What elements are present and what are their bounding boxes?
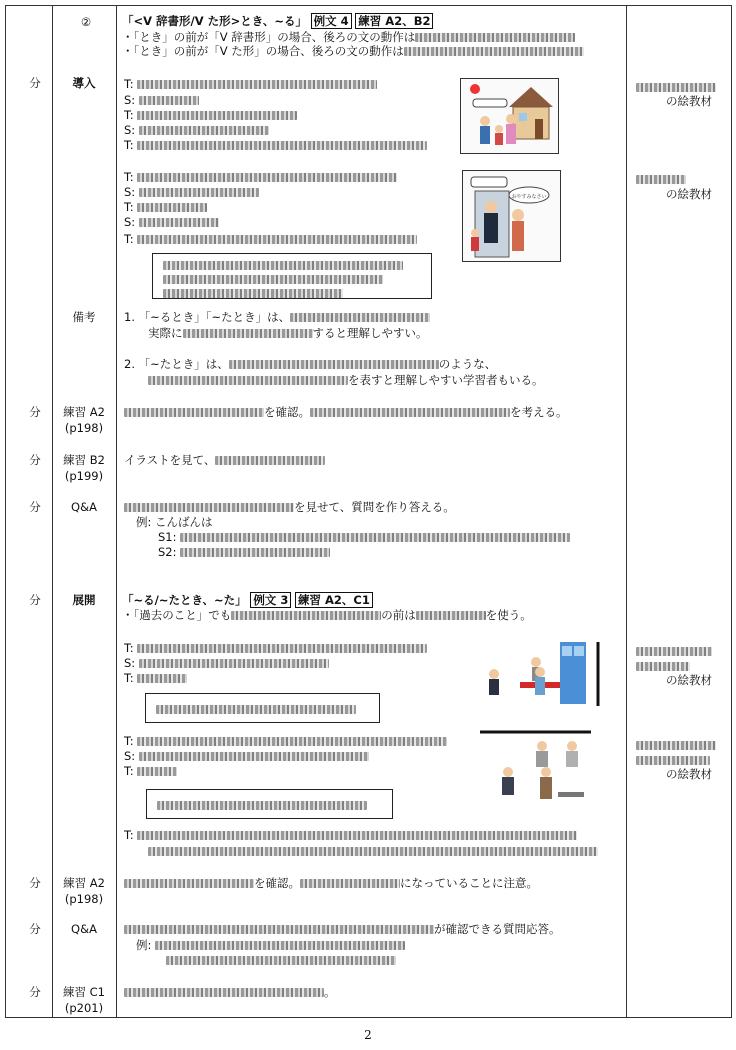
note-1c-text: すると理解しやすい。 <box>312 326 428 340</box>
dialogue-line <box>124 93 199 108</box>
speaker-label: T: <box>124 734 134 748</box>
material-label: の絵教材 <box>666 767 712 781</box>
b2-text: イラストを見て、 <box>124 453 216 467</box>
block2-line1a: ・「過去のこと」でも <box>122 608 232 622</box>
speaker-label: S: <box>124 185 136 199</box>
dialogue-line <box>124 170 397 185</box>
speaker-label: T: <box>124 108 134 122</box>
speaker-label: S: <box>124 93 136 107</box>
a2-mid-text: を確認。 <box>264 405 310 419</box>
speaker-label: S: <box>124 656 136 670</box>
note-1-cont <box>148 326 428 341</box>
speaker-label: T: <box>124 200 134 214</box>
sentence-box <box>146 789 393 819</box>
block2-title: 「~る/~たとき、~た」 <box>122 593 247 607</box>
qa2-ex-label: 例: <box>136 938 152 952</box>
time-cell: 分 <box>29 76 41 90</box>
c1-text: 。 <box>324 985 336 999</box>
dialogue-line <box>124 108 297 123</box>
dialogue-line <box>124 215 219 230</box>
time-cell: 分 <box>29 876 41 890</box>
row-label-qa2: Q&A <box>71 922 97 936</box>
block2-line1 <box>122 608 532 623</box>
block1-tag-example: 例文 4 <box>311 13 352 29</box>
page-number: 2 <box>364 1028 372 1042</box>
time-cell: 分 <box>29 985 41 999</box>
material-label: の絵教材 <box>666 187 712 201</box>
row-label-b2: 練習 B2 <box>63 453 105 467</box>
illustration-door <box>462 170 561 262</box>
qa2-main-text: が確認できる質問応答。 <box>434 922 561 936</box>
material-note <box>636 644 712 674</box>
dialogue-line <box>124 138 427 153</box>
speaker-label: T: <box>124 764 134 778</box>
dialogue-line <box>124 671 187 686</box>
block1-heading <box>122 14 433 29</box>
row-label-qa1: Q&A <box>71 500 97 514</box>
note-2-text: 2. 「~たとき」は、 <box>124 357 229 371</box>
dialogue-line <box>124 656 329 671</box>
a2b-end-text: になっていることに注意。 <box>400 876 538 890</box>
block2-line1c: を使う。 <box>485 608 532 622</box>
qa2-example-cont <box>166 953 396 968</box>
column-divider <box>52 6 53 1017</box>
block1-line2 <box>122 44 584 59</box>
time-cell: 分 <box>29 453 41 467</box>
dialogue-line <box>124 749 369 764</box>
c1-instruction <box>124 985 336 1000</box>
block2-heading <box>122 593 373 608</box>
row-page-c1: (p201) <box>64 1001 104 1015</box>
time-cell: 分 <box>29 593 41 607</box>
speaker-label: T: <box>124 77 134 91</box>
section-number: ② <box>80 15 92 29</box>
illustration-street <box>480 638 605 710</box>
note-2c-text: を表すと理解しやすい学習者もいる。 <box>348 373 544 387</box>
row-label-intro: 導入 <box>72 76 96 90</box>
dialogue-line <box>124 200 207 215</box>
block1-line1-text: ・「とき」の前が「V 辞書形」の場合、後ろの文の動作は <box>122 30 416 44</box>
note-2 <box>124 357 496 372</box>
block2-tag-example: 例文 3 <box>250 592 291 608</box>
qa2-example <box>136 938 405 953</box>
row-page-a2b: (p198) <box>64 892 104 906</box>
row-label-a2b: 練習 A2 <box>63 876 105 890</box>
a2b-instruction <box>124 876 538 891</box>
qa1-s1-label: S1: <box>158 530 177 544</box>
qa1-example: 例: こんばんは <box>136 515 213 529</box>
row-label-a2: 練習 A2 <box>63 405 105 419</box>
row-label-dev: 展開 <box>72 593 96 607</box>
material-label: の絵教材 <box>666 94 712 108</box>
note-1b-text: 実際に <box>148 326 183 340</box>
material-note <box>636 172 686 187</box>
time-cell: 分 <box>29 405 41 419</box>
speaker-label: T: <box>124 671 134 685</box>
note-2-cont <box>148 373 544 388</box>
dialogue-line <box>124 123 269 138</box>
block1-tag-practice: 練習 A2、B2 <box>355 13 433 29</box>
speaker-label: T: <box>124 170 134 184</box>
qa1-s1 <box>158 530 570 545</box>
speaker-label: T: <box>124 232 134 246</box>
a2-end-text: を考える。 <box>510 405 568 419</box>
row-label-c1: 練習 C1 <box>62 985 105 999</box>
block1-line1 <box>122 30 575 45</box>
note-1-text: 1. 「~るとき」「~たとき」は、 <box>124 310 291 324</box>
qa1-instruction <box>124 500 455 515</box>
row-label-note: 備考 <box>72 310 96 324</box>
time-cell: 分 <box>29 922 41 936</box>
note-2b-text: のような、 <box>438 357 497 371</box>
speaker-label: S: <box>124 215 136 229</box>
material-label: の絵教材 <box>666 673 712 687</box>
a2b-mid-text: を確認。 <box>254 876 300 890</box>
qa2-instruction <box>124 922 561 937</box>
time-cell: 分 <box>29 500 41 514</box>
row-page-a2: (p198) <box>64 421 104 435</box>
dialogue-line <box>124 77 377 92</box>
illustration-house <box>460 78 559 154</box>
sentence-box <box>152 253 432 299</box>
speaker-label: T: <box>124 138 134 152</box>
speaker-label: S: <box>124 749 136 763</box>
qa1-main-text: を見せて、質問を作り答える。 <box>294 500 455 514</box>
column-divider <box>116 6 117 1017</box>
speaker-label: S: <box>124 123 136 137</box>
dialogue-line <box>124 734 447 749</box>
dialogue-line-cont <box>148 844 598 859</box>
note-1 <box>124 310 430 325</box>
material-note <box>636 738 716 768</box>
b2-instruction <box>124 453 325 468</box>
dialogue-line <box>124 641 427 656</box>
qa1-s2 <box>158 545 330 560</box>
dialogue-line <box>124 828 577 843</box>
material-note <box>636 80 716 95</box>
sentence-box <box>145 693 380 723</box>
block1-title: 「<V 辞書形/V た形>とき、~る」 <box>122 14 307 28</box>
dialogue-line <box>124 232 417 247</box>
block2-line1b: の前は <box>381 608 416 622</box>
block1-line2-text: ・「とき」の前が「V た形」の場合、後ろの文の動作は <box>122 44 404 58</box>
bubble-text: おやすみなさい <box>511 194 547 200</box>
qa1-s2-label: S2: <box>158 545 177 559</box>
speaker-label: T: <box>124 828 134 842</box>
speaker-label: T: <box>124 641 134 655</box>
dialogue-line <box>124 185 259 200</box>
block2-tag-practice: 練習 A2、C1 <box>295 592 373 608</box>
illustration-train <box>478 728 593 810</box>
column-divider <box>626 6 627 1017</box>
dialogue-line <box>124 764 177 779</box>
a2-instruction <box>124 405 568 420</box>
row-page-b2: (p199) <box>64 469 104 483</box>
